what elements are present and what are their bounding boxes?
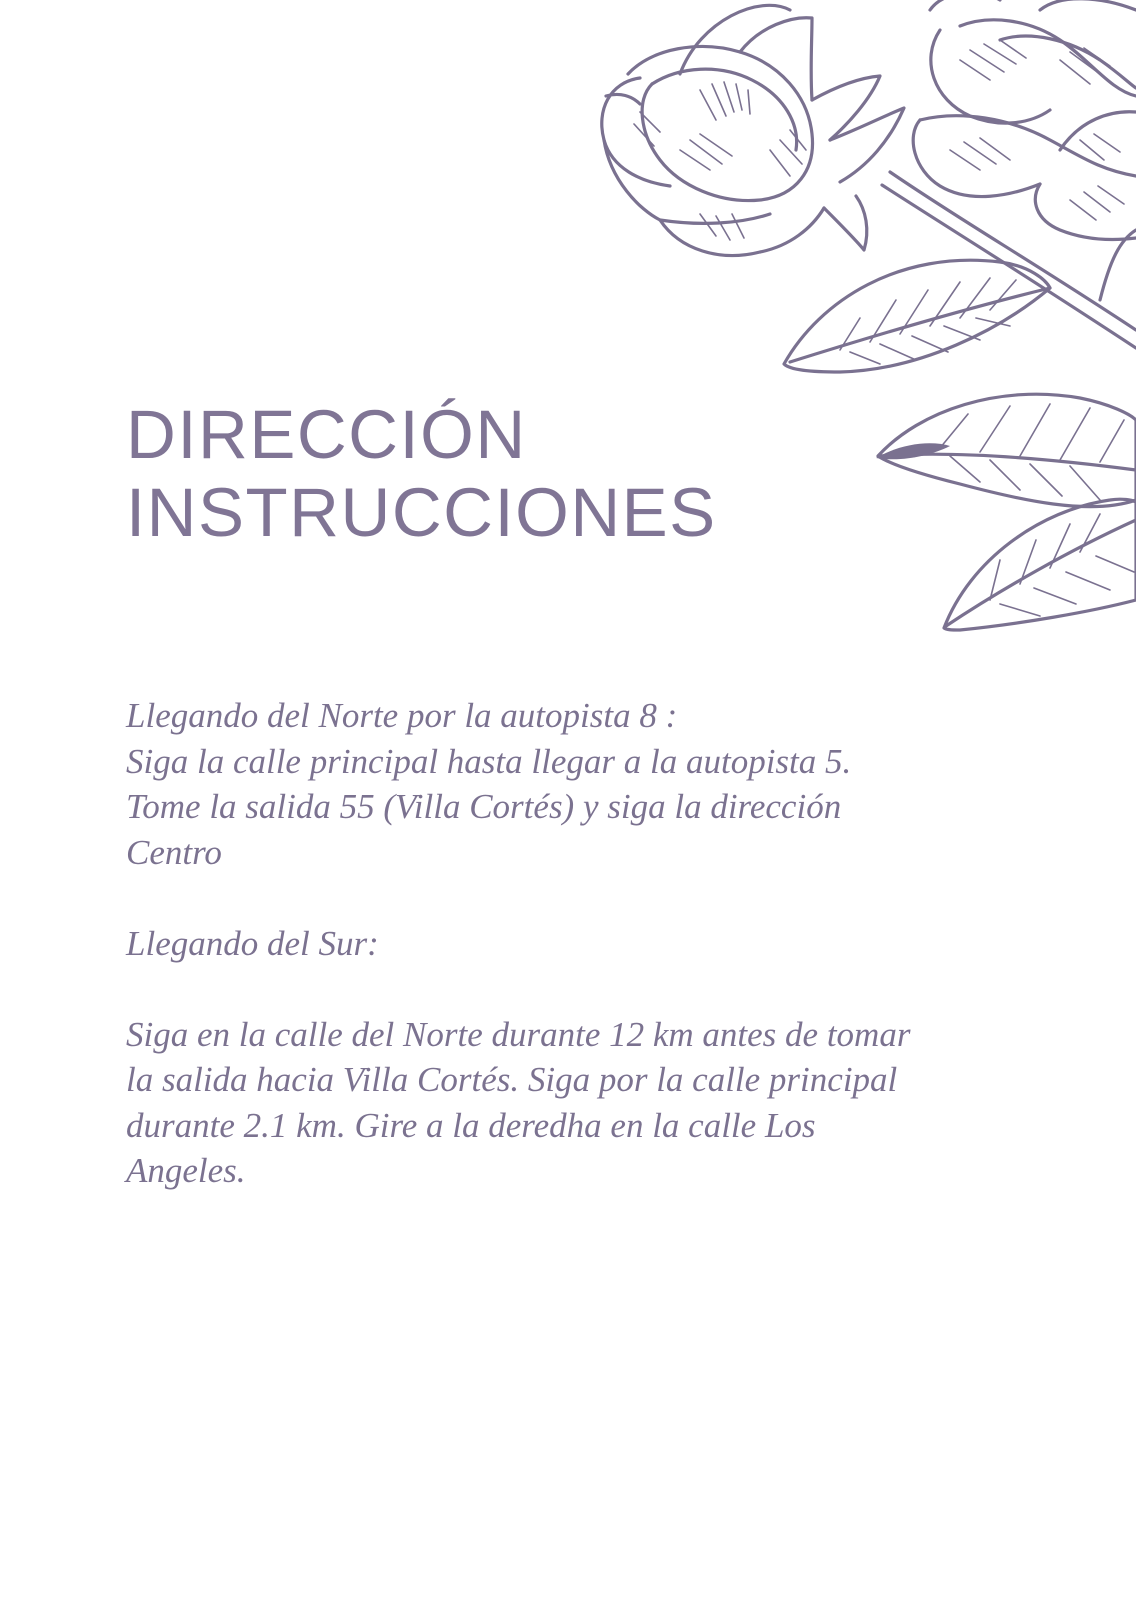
south-line: Angeles. xyxy=(126,1151,246,1190)
south-line: Siga en la calle del Norte durante 12 km antes de tomar xyxy=(126,1014,911,1054)
page-title xyxy=(126,396,717,552)
leaf-icon xyxy=(876,394,1136,506)
title-line: INSTRUCCIONES xyxy=(126,474,717,551)
rose-bloom-icon xyxy=(913,0,1136,240)
north-line: Siga la calle principal hasta llegar a la autopista 5. xyxy=(126,741,852,781)
south-line: la salida hacia Villa Cortés. Siga por la calle principal xyxy=(126,1060,898,1099)
north-line: Tome la salida 55 (Villa Cortés) y siga la dirección xyxy=(126,787,842,826)
leaf-icon xyxy=(944,499,1136,630)
directions-text xyxy=(126,693,986,1194)
south-line: durante 2.1 km. Gire a la deredha en la calle Los xyxy=(126,1105,816,1145)
north-line: Centro xyxy=(126,832,222,872)
paragraph-gap xyxy=(126,966,986,1012)
title-line: DIRECCIÓN xyxy=(126,396,527,473)
leaf-icon xyxy=(784,260,1050,372)
rose-bud-icon xyxy=(602,5,904,255)
south-heading: Llegando del Sur: xyxy=(126,923,379,963)
north-heading: Llegando del Norte por la autopista 8 : xyxy=(126,696,678,735)
paragraph-gap xyxy=(126,875,986,921)
